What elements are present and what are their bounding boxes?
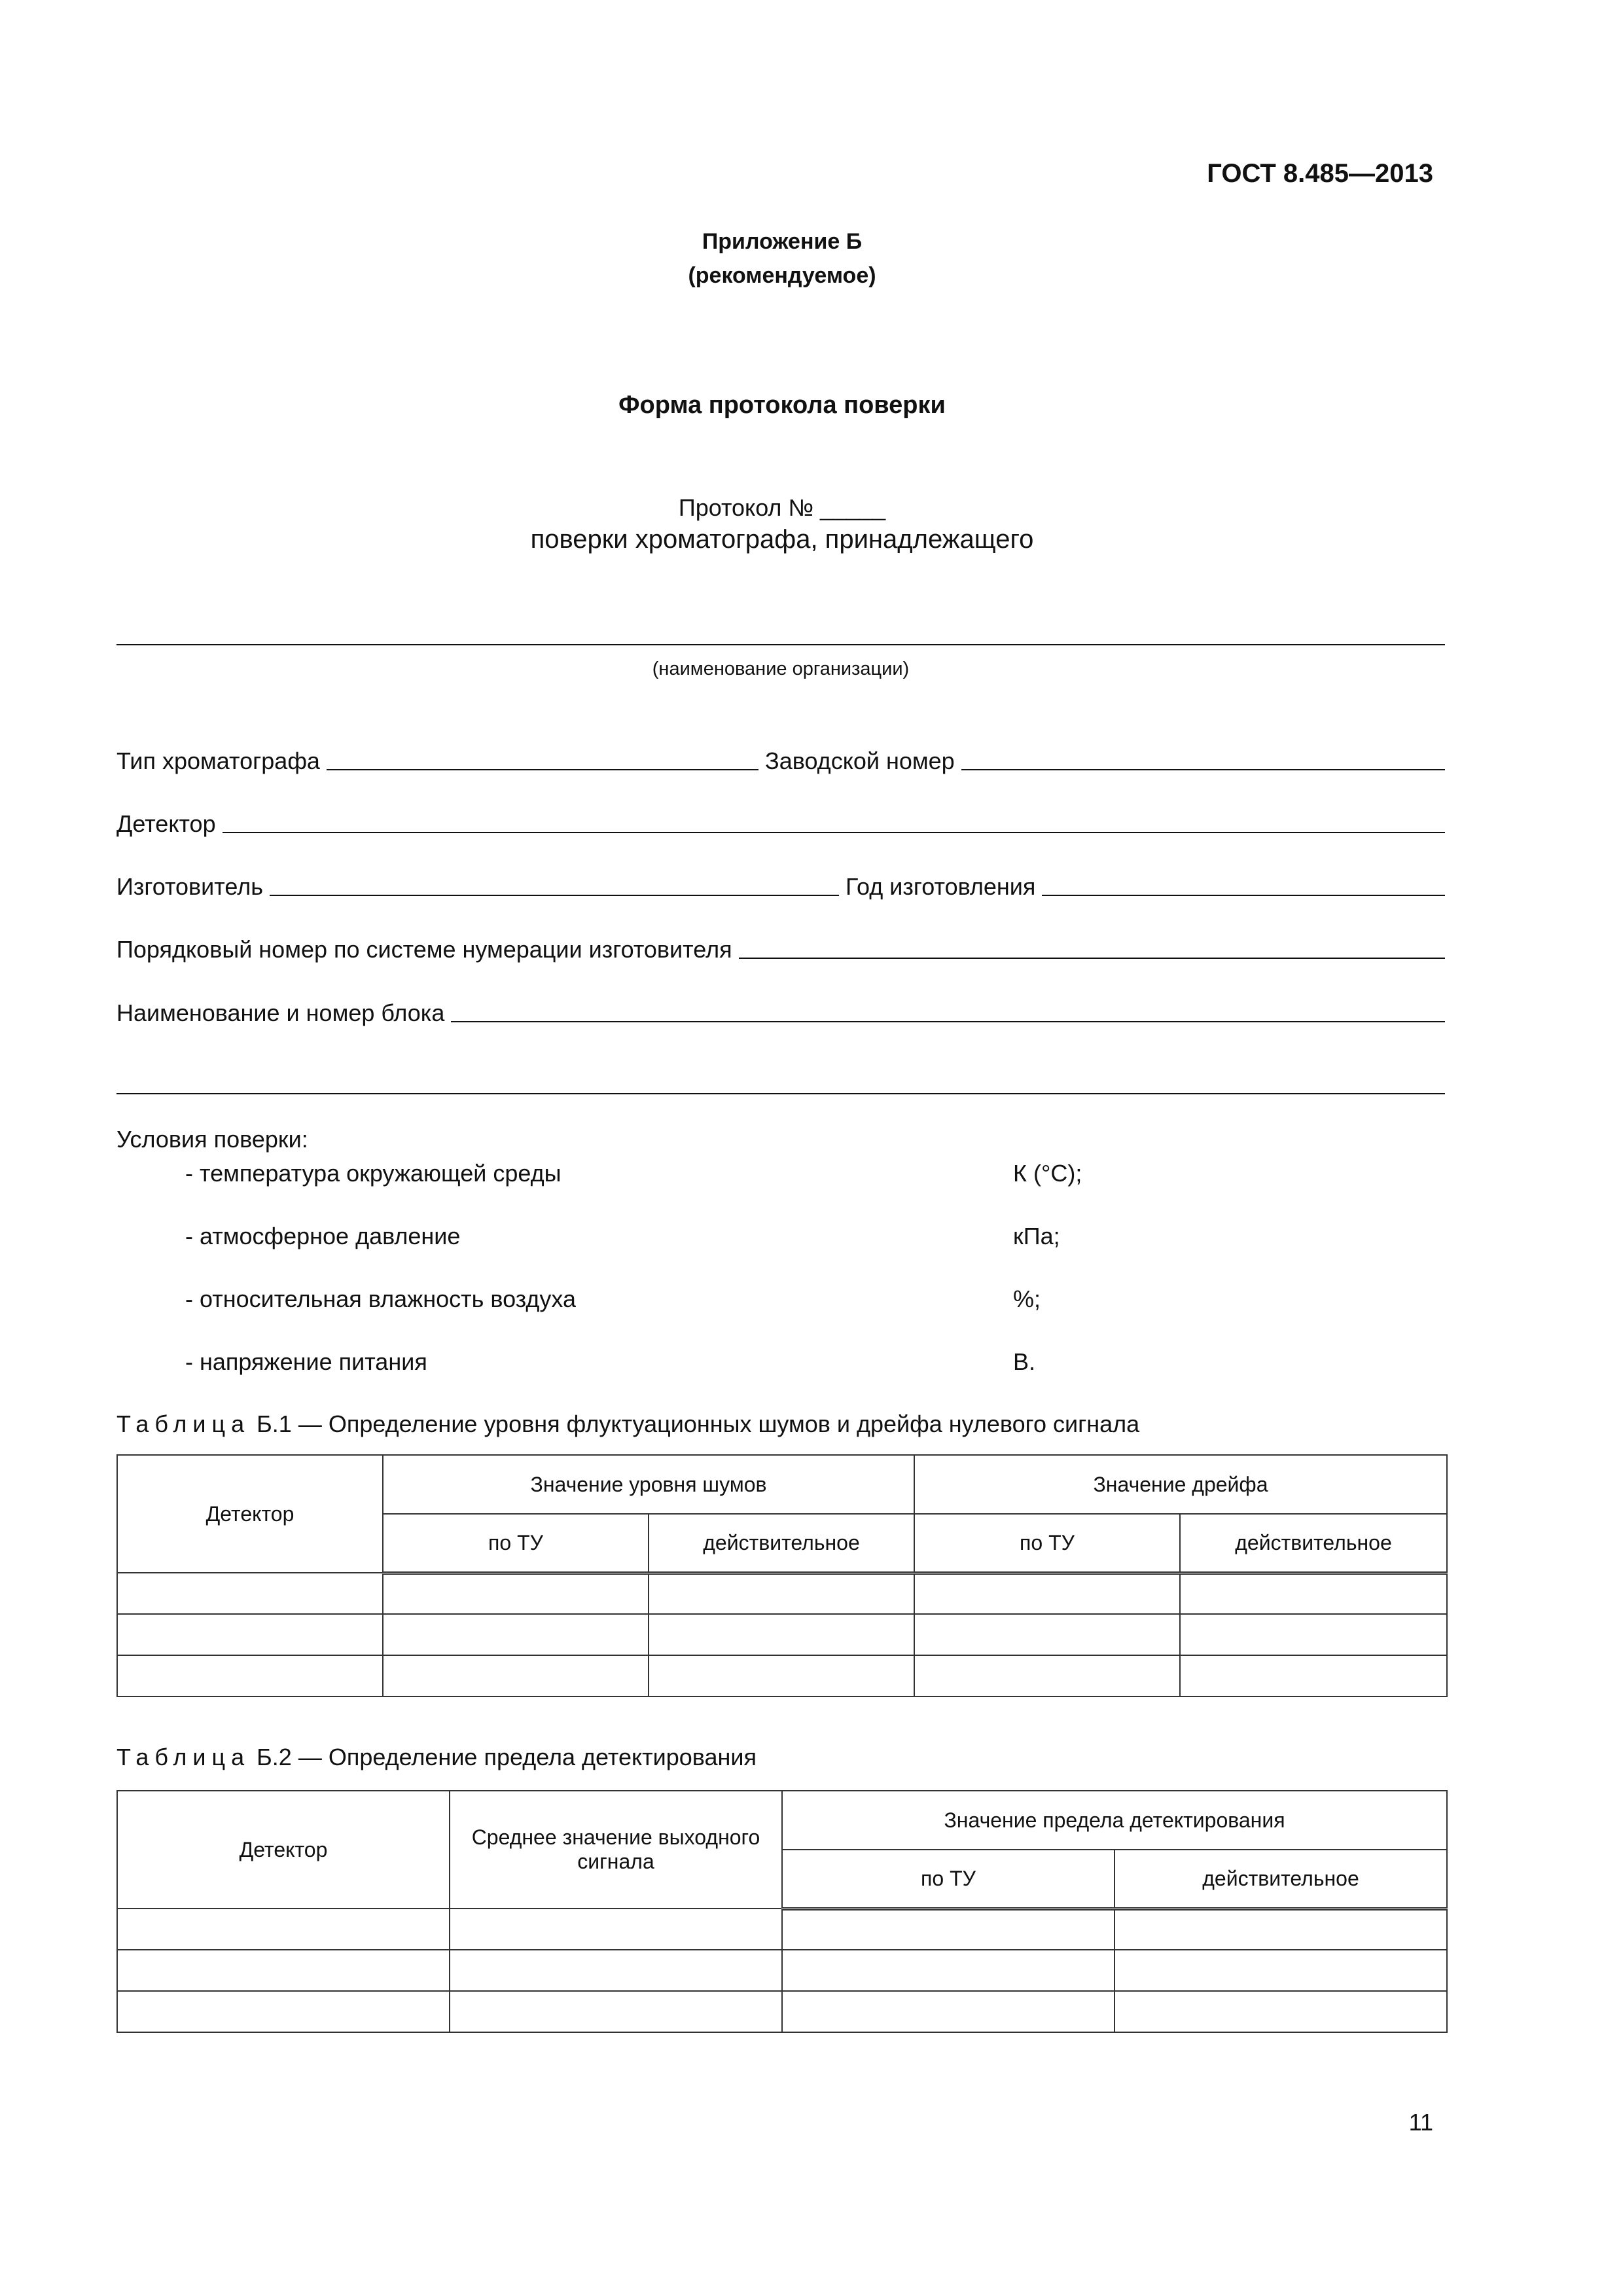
table-cell <box>450 1950 782 1991</box>
manufacturer-label: Изготовитель <box>116 873 263 900</box>
table-b1-caption-prefix: Таблица <box>116 1410 251 1437</box>
b1-subheader-noise-actual: действительное <box>649 1514 914 1573</box>
table-cell <box>1180 1655 1447 1696</box>
condition-voltage: - напряжение питания <box>185 1348 427 1375</box>
table-cell <box>117 1573 383 1614</box>
condition-pressure: - атмосферное давление <box>185 1223 461 1249</box>
organization-caption: (наименование организации) <box>652 658 910 679</box>
appendix-title: Приложение Б <box>702 229 863 254</box>
table-cell <box>782 1991 1115 2032</box>
extra-blank-line <box>116 1093 1445 1094</box>
standard-designation: ГОСТ 8.485—2013 <box>1207 159 1433 188</box>
type-blank <box>327 769 758 770</box>
page-number: 11 <box>1408 2109 1433 2136</box>
b1-header-detector: Детектор <box>117 1455 383 1573</box>
detector-row <box>116 810 1445 838</box>
b1-header-drift: Значение дрейфа <box>914 1455 1447 1514</box>
table-cell <box>117 1909 450 1950</box>
table-cell <box>914 1614 1180 1655</box>
block-row <box>116 999 1445 1027</box>
b2-subheader-tu: по ТУ <box>782 1850 1115 1909</box>
table-row <box>117 1573 1447 1614</box>
ordinal-blank <box>739 958 1445 959</box>
table-row <box>117 1950 1447 1991</box>
b2-subheader-actual: действительное <box>1115 1850 1447 1909</box>
table-cell <box>1180 1614 1447 1655</box>
serial-label: Заводской номер <box>764 747 955 774</box>
b2-header-detector: Детектор <box>117 1791 450 1909</box>
table-b2 <box>116 1790 1448 2033</box>
condition-humidity-unit: %; <box>1013 1285 1041 1312</box>
table-cell <box>383 1655 649 1696</box>
detector-blank <box>223 832 1445 833</box>
table-cell <box>1180 1573 1447 1614</box>
table-b2-caption-text: Б.2 — Определение предела детектирования <box>257 1744 757 1770</box>
table-cell <box>649 1655 914 1696</box>
table-b1-caption-text: Б.1 — Определение уровня флуктуационных шумов и дрейфа нулевого сигнала <box>257 1410 1140 1437</box>
appendix-subtitle: (рекомендуемое) <box>688 263 876 288</box>
manufacturer-blank <box>270 895 839 896</box>
condition-humidity: - относительная влажность воздуха <box>185 1285 577 1312</box>
table-cell <box>1115 1991 1447 2032</box>
b2-header-mean-signal: Среднее значение выходного сигнала <box>450 1791 782 1909</box>
table-cell <box>383 1573 649 1614</box>
type-label: Тип хроматографа <box>116 747 320 774</box>
year-blank <box>1042 895 1445 896</box>
table-cell <box>914 1655 1180 1696</box>
b2-header-detection-limit: Значение предела детектирования <box>782 1791 1447 1850</box>
form-title: Форма протокола поверки <box>618 391 946 419</box>
condition-pressure-unit: кПа; <box>1013 1223 1060 1249</box>
condition-temperature-unit: К (°С); <box>1013 1160 1082 1187</box>
table-b2-caption-prefix: Таблица <box>116 1744 251 1770</box>
table-b1 <box>116 1454 1448 1697</box>
table-cell <box>649 1573 914 1614</box>
protocol-number: Протокол № _____ <box>678 494 886 521</box>
detector-label: Детектор <box>116 810 216 837</box>
table-row <box>117 1614 1447 1655</box>
table-cell <box>450 1991 782 2032</box>
table-cell <box>117 1991 450 2032</box>
block-blank <box>451 1021 1445 1022</box>
serial-blank <box>961 769 1445 770</box>
table-cell <box>782 1950 1115 1991</box>
b1-subheader-drift-actual: действительное <box>1180 1514 1447 1573</box>
condition-temperature: - температура окружающей среды <box>185 1160 562 1187</box>
manufacturer-year-row <box>116 873 1445 901</box>
year-label: Год изготовления <box>845 873 1036 900</box>
table-cell <box>1115 1909 1447 1950</box>
condition-voltage-unit: В. <box>1013 1348 1036 1375</box>
ordinal-label: Порядковый номер по системе нумерации изготовителя <box>116 936 732 963</box>
protocol-owner-line: поверки хроматографа, принадлежащего <box>530 525 1034 554</box>
table-cell <box>649 1614 914 1655</box>
table-cell <box>383 1614 649 1655</box>
table-cell <box>1115 1950 1447 1991</box>
b1-subheader-drift-tu: по ТУ <box>914 1514 1180 1573</box>
table-cell <box>450 1909 782 1950</box>
table-b2-caption <box>116 1744 757 1771</box>
block-label: Наименование и номер блока <box>116 999 445 1026</box>
table-cell <box>117 1655 383 1696</box>
table-cell <box>914 1573 1180 1614</box>
table-b1-caption <box>116 1410 1139 1438</box>
b1-header-noise: Значение уровня шумов <box>383 1455 914 1514</box>
table-row <box>117 1909 1447 1950</box>
table-cell <box>117 1614 383 1655</box>
table-row <box>117 1991 1447 2032</box>
table-cell <box>117 1950 450 1991</box>
type-serial-row <box>116 747 1445 775</box>
ordinal-row <box>116 936 1445 963</box>
b1-subheader-noise-tu: по ТУ <box>383 1514 649 1573</box>
table-row <box>117 1655 1447 1696</box>
organization-name-line <box>116 644 1445 645</box>
conditions-heading: Условия поверки: <box>116 1126 308 1153</box>
table-cell <box>782 1909 1115 1950</box>
